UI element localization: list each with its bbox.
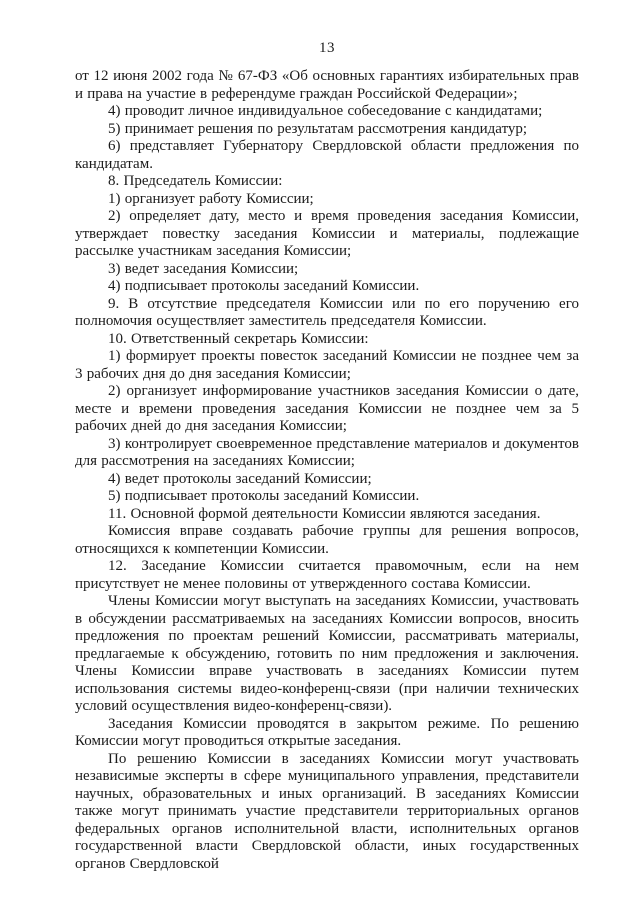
- paragraph: 5) принимает решения по результатам рассмотрения кандидатур;: [108, 120, 528, 137]
- paragraph: 12. Заседание Комиссии считается правомочным, если на нем присутствует не менее половины от утвержденного состава Комиссии.: [75, 558, 579, 592]
- paragraph: 3) ведет заседания Комиссии;: [108, 260, 299, 277]
- paragraph: 4) проводит личное индивидуальное собеседование с кандидатами;: [108, 103, 543, 119]
- paragraph: По решению Комиссии в заседаниях Комиссии могут участвовать независимые эксперты в сфере муниципального управления, представители научных, образовательных и иных организаций. В заседаниях Комиссии также могут принимать участие представители территориальных органов федеральных органов исполнительной власти, исполнительных органов государственной власти Свердловской области, иных государственных органов Свердловской: [75, 750, 579, 872]
- paragraph: 2) организует информирование участников заседания Комиссии о дате, месте и времени проведения заседания Комиссии не позднее чем за 5 рабочих дней до дня заседания Комиссии;: [75, 383, 579, 434]
- paragraph: 1) формирует проекты повесток заседаний Комиссии не позднее чем за 3 рабочих дня до дня заседания Комиссии;: [75, 348, 579, 382]
- page-number: 13: [319, 40, 335, 56]
- document-body: [75, 68, 579, 873]
- paragraph: 6) представляет Губернатору Свердловской области предложения по кандидатам.: [75, 138, 579, 172]
- paragraph: 5) подписывает протоколы заседаний Комиссии.: [108, 488, 420, 504]
- paragraph: 2) определяет дату, место и время проведения заседания Комиссии, утверждает повестку заседания Комиссии и материалы, подлежащие рассылке участникам заседания Комиссии;: [75, 208, 579, 259]
- paragraph: 11. Основной формой деятельности Комиссии являются заседания.: [108, 505, 541, 522]
- paragraph: от 12 июня 2002 года № 67-ФЗ «Об основных гарантиях избирательных прав и права на участие в референдуме граждан Российской Федерации»;: [75, 68, 579, 102]
- paragraph: 9. В отсутствие председателя Комиссии или по его поручению его полномочия осуществляет заместитель председателя Комиссии.: [75, 295, 579, 329]
- paragraph: 10. Ответственный секретарь Комиссии:: [108, 330, 369, 347]
- paragraph: 3) контролирует своевременное представление материалов и документов для рассмотрения на заседаниях Комиссии;: [75, 435, 579, 469]
- paragraph: 4) подписывает протоколы заседаний Комиссии.: [108, 278, 420, 294]
- paragraph: 8. Председатель Комиссии:: [108, 173, 283, 189]
- paragraph: Комиссия вправе создавать рабочие группы для решения вопросов, относящихся к компетенции Комиссии.: [75, 523, 579, 557]
- paragraph: 4) ведет протоколы заседаний Комиссии;: [108, 470, 372, 487]
- paragraph: 1) организует работу Комиссии;: [108, 190, 314, 207]
- paragraph: Заседания Комиссии проводятся в закрытом режиме. По решению Комиссии могут проводиться открытые заседания.: [75, 715, 579, 749]
- paragraph: Члены Комиссии могут выступать на заседаниях Комиссии, участвовать в обсуждении рассматриваемых на заседаниях Комиссии вопросов, вносить предложения по проектам решений Комиссии, рассматривать материалы, предлагаемые к обсуждению, готовить по ним предложения и заключения. Члены Комиссии вправе участвовать в заседаниях Комиссии путем использования системы видео-конференц-связи (при наличии технических условий осуществления видео-конференц-связи).: [75, 593, 579, 714]
